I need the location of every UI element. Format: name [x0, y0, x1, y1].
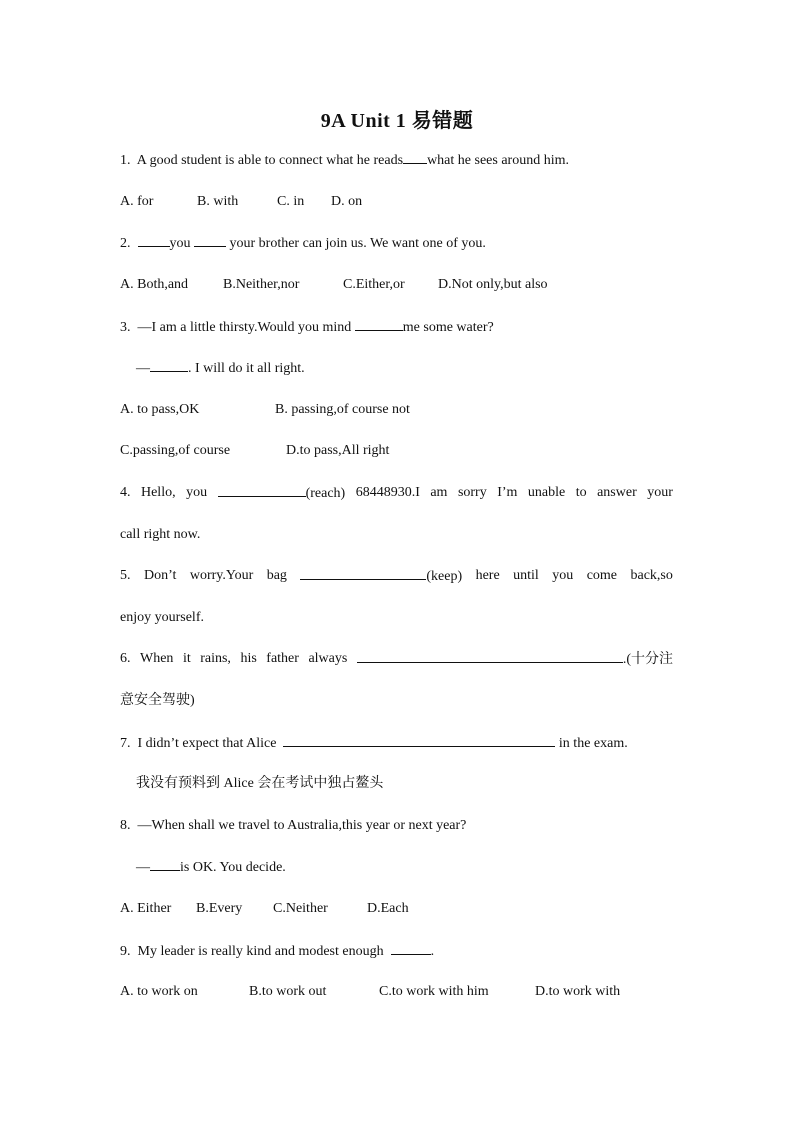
- option-d: D.to pass,All right: [286, 443, 390, 458]
- word: it: [182, 651, 191, 666]
- word: .(十分注: [622, 652, 673, 667]
- word: back,so: [630, 568, 673, 583]
- question-text: what he sees around him.: [427, 153, 569, 168]
- word: unable: [527, 485, 566, 500]
- option-b: B.Neither,nor: [223, 277, 300, 292]
- option-a: A. for: [120, 194, 154, 209]
- word: come: [586, 568, 618, 583]
- question-number: 9.: [120, 944, 131, 959]
- answer-blank: [150, 858, 180, 871]
- option-a: A. Either: [120, 901, 172, 916]
- question-number: 3.: [120, 320, 131, 335]
- question-3: [120, 318, 494, 337]
- word: am: [430, 485, 448, 500]
- question-4-continued: call right now.: [120, 527, 201, 542]
- page-title: 9A Unit 1 易错题: [320, 110, 474, 132]
- word: Don’t: [143, 568, 177, 583]
- question-5-continued: enjoy yourself.: [120, 610, 204, 625]
- word: (reach): [305, 486, 346, 501]
- option-d: D.Not only,but also: [438, 277, 548, 292]
- options-row: [120, 900, 409, 918]
- option-a: A. Both,and: [120, 277, 189, 292]
- question-text: —When shall we travel to Australia,this year or next year?: [137, 818, 467, 833]
- answer-blank: [355, 318, 403, 331]
- question-number: 4.: [120, 485, 131, 500]
- question-text: . I will do it all right.: [188, 361, 305, 376]
- option-c: C.to work with him: [379, 984, 489, 999]
- question-6-continued: 意安全驾驶): [120, 693, 195, 708]
- question-2: [120, 234, 486, 253]
- options-row: [120, 442, 390, 460]
- question-text: me some water?: [402, 320, 494, 335]
- options-row: [120, 401, 410, 419]
- question-8-reply: [136, 858, 286, 877]
- option-d: D. on: [331, 194, 363, 209]
- word: sorry: [457, 485, 487, 500]
- answer-blank: [283, 734, 555, 747]
- question-number: 8.: [120, 818, 131, 833]
- option-a: A. to work on: [120, 984, 198, 999]
- answer-blank: [138, 234, 170, 247]
- question-text: A good student is able to connect what he reads: [136, 153, 404, 168]
- question-number: 2.: [120, 236, 131, 251]
- option-c: C.Either,or: [343, 277, 405, 292]
- word: father: [266, 651, 299, 666]
- answer-blank: [403, 151, 427, 164]
- question-number: 6.: [120, 651, 131, 666]
- question-number: 7.: [120, 736, 131, 751]
- answer-blank: [357, 650, 623, 663]
- question-text: in the exam.: [558, 736, 628, 751]
- word: to: [575, 485, 587, 500]
- dash: —: [136, 361, 150, 376]
- option-c: C.Neither: [273, 901, 328, 916]
- options-row: [120, 276, 548, 294]
- question-4: [120, 484, 673, 503]
- question-text: .: [430, 944, 435, 959]
- question-text: is OK. You decide.: [180, 860, 286, 875]
- dash: —: [136, 860, 150, 875]
- question-9: [120, 942, 434, 961]
- question-5: [120, 567, 673, 586]
- answer-blank: [194, 234, 226, 247]
- question-number: 1.: [120, 153, 131, 168]
- word: (keep): [426, 569, 463, 584]
- question-text: you: [169, 236, 191, 251]
- question-7-hint: 我没有预料到 Alice 会在考试中独占鳌头: [136, 776, 384, 791]
- question-6: [120, 650, 673, 669]
- word: Hello,: [140, 485, 176, 500]
- option-c: C. in: [277, 194, 305, 209]
- word: rains,: [200, 651, 231, 666]
- question-text: your brother can join us. We want one of you.: [229, 236, 486, 251]
- question-7: [120, 734, 628, 753]
- word: I’m: [497, 485, 518, 500]
- question-text: I didn’t expect that Alice: [137, 736, 277, 751]
- word: answer: [597, 485, 637, 500]
- word: here: [475, 568, 500, 583]
- option-c: C.passing,of course: [120, 443, 231, 458]
- word: his: [240, 651, 257, 666]
- word: until: [513, 568, 539, 583]
- option-d: D.Each: [367, 901, 409, 916]
- option-a: A. to pass,OK: [120, 402, 200, 417]
- options-row: [120, 193, 363, 211]
- word: always: [308, 651, 348, 666]
- answer-blank: [300, 567, 426, 580]
- answer-blank: [218, 484, 306, 497]
- word: bag: [266, 568, 287, 583]
- option-d: D.to work with: [535, 984, 621, 999]
- question-8: [120, 817, 466, 835]
- question-number: 5.: [120, 568, 131, 583]
- word: you: [186, 485, 208, 500]
- word: you: [552, 568, 574, 583]
- word: your: [647, 485, 673, 500]
- option-b: B. passing,of course not: [275, 402, 410, 417]
- word: When: [140, 651, 174, 666]
- word: worry.Your: [189, 568, 254, 583]
- option-b: B. with: [197, 194, 239, 209]
- question-text: My leader is really kind and modest enough: [137, 944, 384, 959]
- word: 68448930.I: [355, 485, 420, 500]
- question-1: [120, 151, 569, 170]
- answer-blank: [150, 359, 188, 372]
- question-text: —I am a little thirsty.Would you mind: [137, 320, 352, 335]
- answer-blank: [391, 942, 431, 955]
- option-b: B.Every: [196, 901, 243, 916]
- question-3-reply: [136, 359, 305, 378]
- options-row: [120, 983, 621, 1001]
- option-b: B.to work out: [249, 984, 327, 999]
